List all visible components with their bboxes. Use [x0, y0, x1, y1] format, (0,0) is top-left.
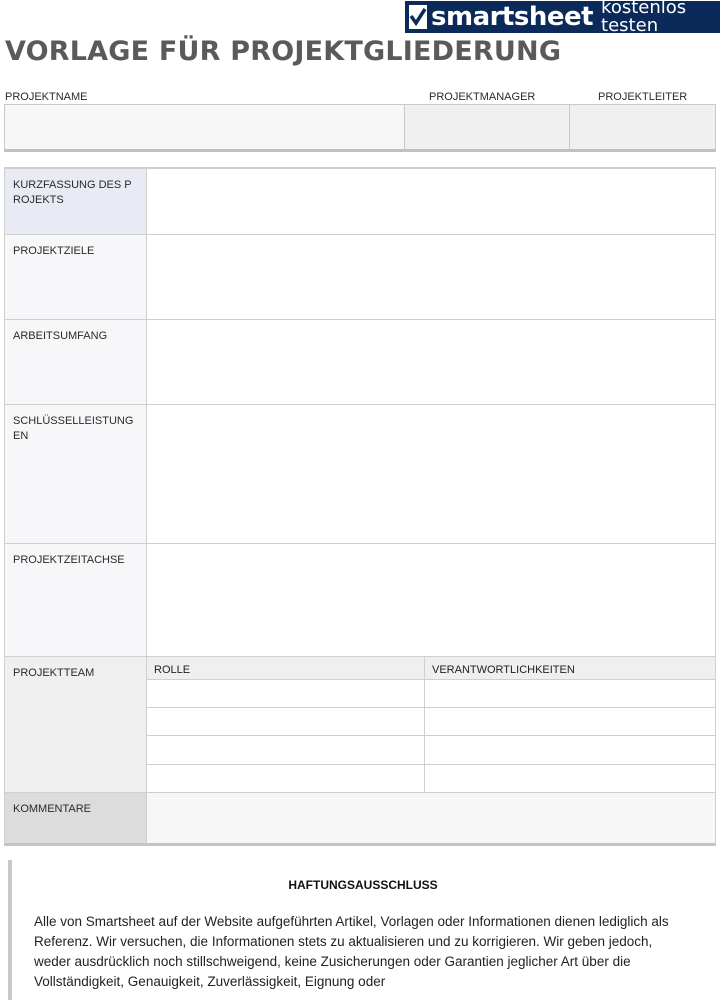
team-table-row [147, 680, 715, 708]
trial-cta[interactable]: kostenlos testen [601, 0, 687, 36]
comments-row [5, 793, 715, 843]
project-name-field[interactable] [4, 104, 405, 152]
disclaimer-text: Alle von Smartsheet auf der Website aufgeführten Artikel, Vorlagen oder Informationen dienen lediglich als Referenz. Wir versuchen, die Informationen stets zu aktualisieren und zu korrigieren. Wir geben jedoch, weder ausdrücklich noch stillschweigend, keine Zusicherungen oder Garantien jeglicher Art über die Vollständigkeit, Genauigkeit, Zuverlässigkeit, Eignung oder [34, 914, 669, 989]
role-cell[interactable] [147, 708, 425, 735]
project-manager-label: PROJEKTMANAGER [429, 91, 536, 103]
page-title: VORLAGE FÜR PROJEKTGLIEDERUNG [5, 36, 562, 67]
summary-row [5, 169, 715, 235]
team-table-row [147, 736, 715, 764]
outline-table [4, 167, 716, 846]
goals-row [5, 235, 715, 320]
check-logo-icon [409, 5, 427, 29]
goals-field[interactable] [147, 235, 715, 319]
disclaimer-box [8, 860, 712, 1000]
timeline-label: PROJEKTZEITACHSE [5, 544, 147, 656]
team-table-row [147, 765, 715, 792]
role-cell[interactable] [147, 765, 425, 792]
deliverables-field[interactable] [147, 405, 715, 543]
goals-label: PROJEKTZIELE [5, 235, 147, 319]
brand-name: smartsheet [431, 2, 594, 32]
project-manager-field[interactable] [404, 104, 570, 152]
team-table [147, 657, 715, 792]
project-name-label: PROJEKTNAME [5, 91, 88, 103]
summary-label: KURZFASSUNG DES PROJEKTS [5, 169, 147, 234]
responsibilities-cell[interactable] [425, 736, 715, 763]
team-label: PROJEKTTEAM [5, 657, 147, 792]
timeline-row [5, 544, 715, 657]
deliverables-row [5, 405, 715, 544]
project-lead-label: PROJEKTLEITER [598, 91, 688, 103]
disclaimer-title: HAFTUNGSAUSSCHLUSS [288, 878, 438, 892]
summary-field[interactable] [147, 169, 715, 234]
comments-label: KOMMENTARE [5, 793, 147, 843]
role-header: ROLLE [147, 657, 425, 679]
team-table-header [147, 657, 715, 680]
smartsheet-trial-banner[interactable] [405, 0, 720, 36]
deliverables-label: SCHLÜSSELLEISTUNGEN [5, 405, 147, 543]
scope-label: ARBEITSUMFANG [5, 320, 147, 404]
role-cell[interactable] [147, 680, 425, 707]
role-cell[interactable] [147, 736, 425, 763]
responsibilities-header: VERANTWORTLICHKEITEN [432, 664, 575, 676]
timeline-field[interactable] [147, 544, 715, 656]
responsibilities-cell[interactable] [425, 708, 715, 735]
team-row [5, 657, 715, 793]
team-table-row [147, 708, 715, 736]
project-lead-field[interactable] [569, 104, 716, 152]
comments-field[interactable] [147, 793, 715, 843]
scope-field[interactable] [147, 320, 715, 404]
responsibilities-cell[interactable] [425, 765, 715, 792]
responsibilities-cell[interactable] [425, 680, 715, 707]
scope-row [5, 320, 715, 405]
